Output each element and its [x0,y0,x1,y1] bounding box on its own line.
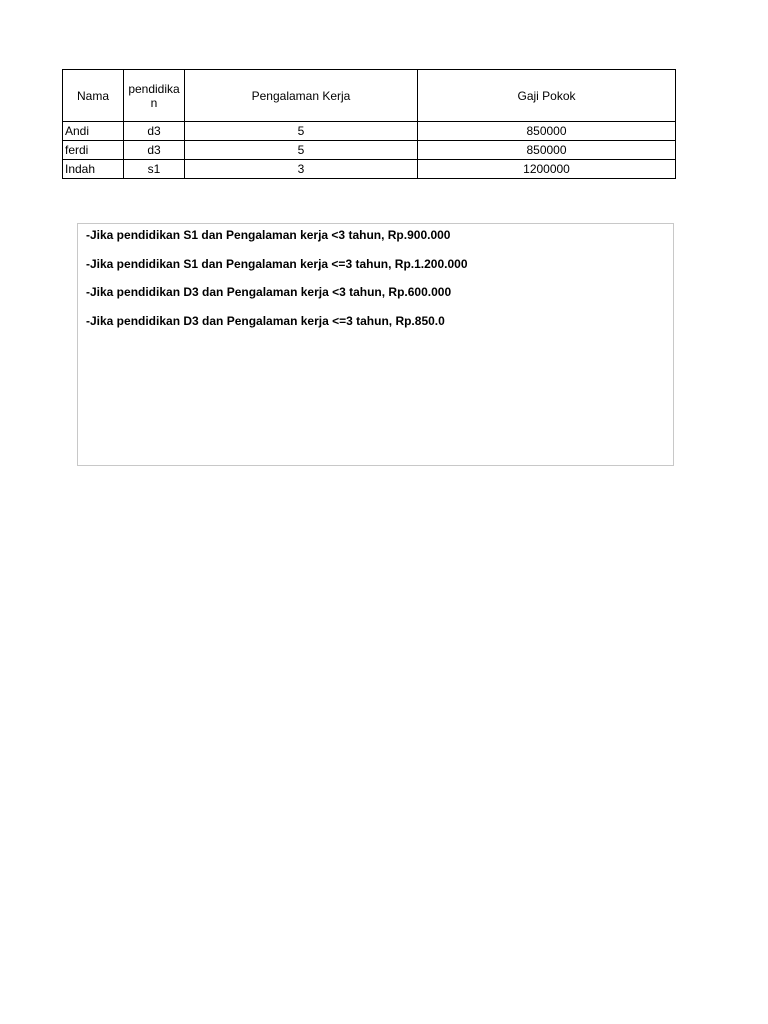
note-line: -Jika pendidikan D3 dan Pengalaman kerja <3 tahun, Rp.600.000 [86,285,452,299]
table-row [63,141,676,160]
cell-pengalaman[interactable]: 5 [185,141,418,160]
cell-nama[interactable]: Indah [63,160,124,179]
cell-pendidikan[interactable]: s1 [124,160,185,179]
header-gaji-pokok[interactable]: Gaji Pokok [418,70,676,122]
table-row [63,122,676,141]
header-nama[interactable]: Nama [63,70,124,122]
note-line: -Jika pendidikan S1 dan Pengalaman kerja <3 tahun, Rp.900.000 [86,228,451,242]
cell-gaji[interactable]: 1200000 [418,160,676,179]
header-pengalaman-kerja[interactable]: Pengalaman Kerja [185,70,418,122]
cell-gaji[interactable]: 850000 [418,141,676,160]
cell-gaji[interactable]: 850000 [418,122,676,141]
cell-pengalaman[interactable]: 3 [185,160,418,179]
cell-pengalaman[interactable]: 5 [185,122,418,141]
cell-nama[interactable]: ferdi [63,141,124,160]
note-line: -Jika pendidikan S1 dan Pengalaman kerja <=3 tahun, Rp.1.200.000 [86,256,468,271]
header-pendidikan[interactable]: pendidikan [124,70,185,122]
note-line: -Jika pendidikan D3 dan Pengalaman kerja <=3 tahun, Rp.850.0 [86,313,445,328]
table-row [63,160,676,179]
cell-pendidikan[interactable]: d3 [124,141,185,160]
table-header-row [63,70,676,122]
cell-nama[interactable]: Andi [63,122,124,141]
cell-pendidikan[interactable]: d3 [124,122,185,141]
notes-text-box[interactable] [77,223,674,466]
salary-table [62,69,676,179]
